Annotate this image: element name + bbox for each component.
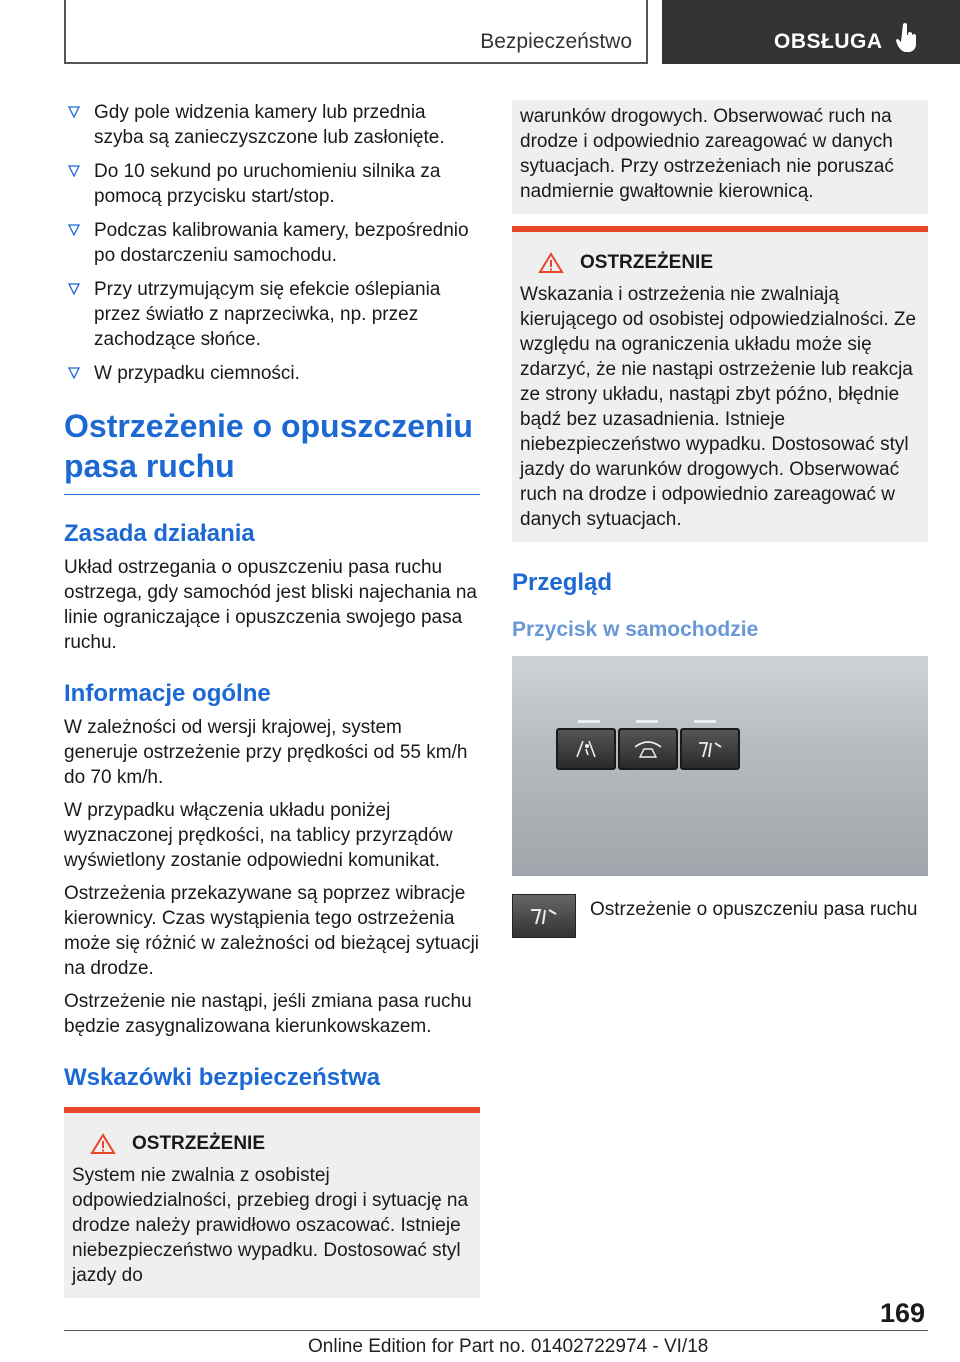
zasada-heading: Zasada działania xyxy=(64,520,255,547)
safety-heading: Wskazówki bezpieczeństwa xyxy=(64,1064,381,1091)
triangle-bullet-icon xyxy=(68,283,80,295)
lane-departure-button xyxy=(680,728,740,770)
info-paragraph: W przypadku włączenia układu poniżej wyznaczonej prędkości, na tablicy przyrządów wyświetlony zostanie odpowiedni komunikat. xyxy=(64,800,453,871)
triangle-bullet-icon xyxy=(68,106,80,118)
warning-triangle-icon xyxy=(536,252,566,274)
header-section-box xyxy=(64,0,648,64)
caption-text: Ostrzeżenie o opuszczeniu pasa ruchu xyxy=(590,899,918,920)
hand-pointer-icon xyxy=(896,22,918,57)
warning-title: OSTRZEŻENIE xyxy=(132,1133,266,1154)
zasada-text: Układ ostrzegania o opuszczeniu pasa ruchu ostrzega, gdy samochód jest bliski najechania na linie ograniczające i opuszczenia swojego pasa ruchu. xyxy=(64,557,477,653)
triangle-bullet-icon xyxy=(68,165,80,177)
warning-continuation xyxy=(512,100,928,214)
info-paragraph: Ostrzeżenia przekazywane są poprzez wibracje kierownicy. Czas wystąpienia tego ostrzeżenia może się różnić w zależności od bieżącej sytuacji na drodze. xyxy=(64,883,480,979)
triangle-bullet-icon xyxy=(68,224,80,236)
footer-divider xyxy=(64,1330,928,1331)
page-number: 169 xyxy=(880,1298,926,1328)
warning-box xyxy=(64,1107,480,1298)
overview-heading: Przegląd xyxy=(512,569,613,596)
button-row xyxy=(556,728,742,770)
warning-triangle-icon xyxy=(88,1133,118,1155)
right-column xyxy=(512,100,928,938)
header-chapter-box xyxy=(662,0,960,64)
front-collision-button xyxy=(618,728,678,770)
triangle-bullet-icon xyxy=(68,367,80,379)
caption-row xyxy=(512,894,928,938)
indicator-led xyxy=(636,720,658,723)
warning-text: System nie zwalnia z osobistej odpowiedzialności, przebieg drogi i sytuację na drodze należy prawidłowo oszacować. Istnieje niebezpieczeństwo wypadku. Dostosować styl jazdy do xyxy=(72,1165,469,1286)
indicator-led xyxy=(694,720,716,723)
pedestrian-warning-icon xyxy=(571,739,601,759)
warning-header xyxy=(72,1133,472,1155)
list-item: Gdy pole widzenia kamery lub przednia szyba są zanieczyszczone lub zasłonięte. xyxy=(64,100,480,150)
warning-header xyxy=(520,252,920,274)
indicator-led xyxy=(578,720,600,723)
header-section-title: Bezpieczeństwo xyxy=(480,30,632,53)
footer-edition: Online Edition for Part no. 01402722974 - VI/18 xyxy=(308,1336,709,1357)
pedestrian-warning-button xyxy=(556,728,616,770)
condition-list xyxy=(64,100,480,386)
main-heading: Ostrzeżenie o opuszczeniu pasa ruchu xyxy=(64,406,480,495)
lane-departure-icon xyxy=(512,894,576,938)
list-item: W przypadku ciemności. xyxy=(64,361,480,386)
warning-text: warunków drogowych. Obserwować ruch na drodze i odpowiednio zareagować w danych sytuacjach. Przy ostrzeżeniach nie poruszać nadmiernie gwałtownie kierownicą. xyxy=(520,106,894,202)
warning-title: OSTRZEŻENIE xyxy=(580,252,714,273)
list-item: Przy utrzymującym się efekcie oślepiania przez światło z naprzeciwka, np. przez zachodzące słońce. xyxy=(64,277,480,352)
list-item: Podczas kalibrowania kamery, bezpośrednio po dostarczeniu samochodu. xyxy=(64,218,480,268)
left-column xyxy=(64,100,480,1298)
list-item: Do 10 sekund po uruchomieniu silnika za pomocą przycisku start/stop. xyxy=(64,159,480,209)
button-heading: Przycisk w samochodzie xyxy=(512,618,759,641)
info-paragraph: W zależności od wersji krajowej, system generuje ostrzeżenie przy prędkości od 55 km/h do 70 km/h. xyxy=(64,717,468,788)
collision-warning-icon xyxy=(631,739,665,759)
warning-text: Wskazania i ostrzeżenia nie zwalniają kierującego od osobistej odpowiedzialności. Ze względu na ograniczenia układu może się zdarzyć, że nie nastąpi ostrzeżenie lub reakcja ze strony układu, nastąpi zbyt późno, błędnie bądź bez uzasadnienia. Istnieje niebezpieczeństwo wypadku. Dostosować styl jazdy do warunków drogowych. Obserwować ruch na drodze i odpowiednio zareagować w danych sytuacjach. xyxy=(520,284,917,530)
header-chapter-title: OBSŁUGA xyxy=(774,30,883,53)
lane-departure-icon xyxy=(695,739,725,759)
info-heading: Informacje ogólne xyxy=(64,680,271,707)
warning-box xyxy=(512,226,928,542)
info-paragraph: Ostrzeżenie nie nastąpi, jeśli zmiana pasa ruchu będzie zasygnalizowana kierunkowskazem. xyxy=(64,991,472,1037)
button-panel-photo xyxy=(512,656,928,876)
